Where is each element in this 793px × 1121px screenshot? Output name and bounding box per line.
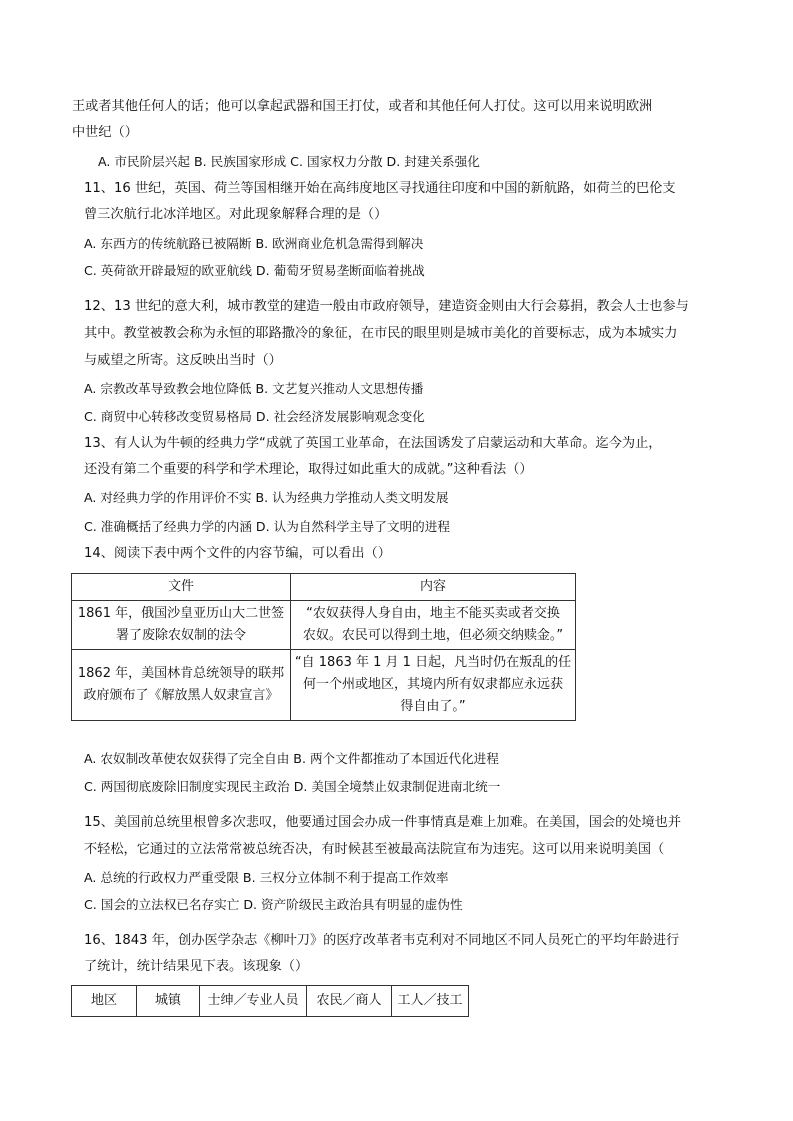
cell-line: 农奴。农民可以得到土地，但必须交纳赎金。” (302, 628, 564, 643)
q16-mortality-table (71, 985, 469, 1017)
q16-stem-line-2: 了统计，统计结果见下表。该现象（） (84, 959, 309, 974)
cell-line: 政府颁布了《解放黑人奴隶宣言》 (83, 688, 279, 703)
q10-stem-line-2: 中世纪（） (72, 125, 138, 140)
header-region: 地区 (72, 986, 137, 1017)
q13-options-cd: C. 准确概括了经典力学的内涵 D. 认为自然科学主导了文明的进程 (84, 519, 450, 534)
row-usa-content (291, 650, 576, 721)
row-russia-content (291, 601, 576, 650)
table-header-row (72, 986, 469, 1017)
cell-line: 1862 年，美国林肯总统领导的联邦 (77, 666, 285, 681)
q14-options-cd: C. 两国彻底废除旧制度实现民主政治 D. 美国全境禁止奴隶制促进南北统一 (84, 779, 501, 794)
q12-stem-line-1: 12、13 世纪的意大利，城市教堂的建造一般由市政府领导，建造资金则由大行会募捐，教会人士也参与 (84, 299, 689, 314)
table-row (72, 601, 576, 650)
row-russia-document (72, 601, 291, 650)
cell-line: 得自由了。” (400, 699, 466, 714)
q13-options-ab: A. 对经典力学的作用评价不实 B. 认为经典力学推动人类文明发展 (84, 490, 449, 505)
q13-stem-line-2: 还没有第二个重要的科学和学术理论，取得过如此重大的成就。”这种看法（） (84, 462, 533, 477)
q12-options-cd: C. 商贸中心转移改变贸易格局 D. 社会经济发展影响观念变化 (84, 409, 425, 424)
header-town: 城镇 (137, 986, 200, 1017)
q15-options-cd: C. 国会的立法权已名存实亡 D. 资产阶级民主政治具有明显的虚伪性 (84, 897, 463, 912)
cell-line: 何一个州或地区，其境内所有奴隶都应永远获 (302, 677, 563, 692)
q10-options: A. 市民阶层兴起 B. 民族国家形成 C. 国家权力分散 D. 封建关系强化 (98, 154, 480, 169)
q14-stem: 14、阅读下表中两个文件的内容节编，可以看出（） (84, 546, 391, 561)
q11-options-cd: C. 英荷欲开辟最短的欧亚航线 D. 葡萄牙贸易垄断面临着挑战 (84, 263, 425, 278)
table-header-row (72, 574, 576, 601)
cell-line: “农奴获得人身自由，地主不能买卖或者交换 (306, 606, 560, 621)
header-workers: 工人／技工 (392, 986, 469, 1017)
q16-stem-line-1: 16、1843 年，创办医学杂志《柳叶刀》的医疗改革者韦克利对不同地区不同人员死亡的平均年龄进行 (84, 933, 680, 948)
q12-options-ab: A. 宗教改革导致教会地位降低 B. 文艺复兴推动人文思想传播 (84, 381, 424, 396)
row-usa-document (72, 650, 291, 721)
q14-options-ab: A. 农奴制改革使农奴获得了完全自由 B. 两个文件都推动了本国近代化进程 (84, 751, 499, 766)
header-document: 文件 (72, 574, 291, 601)
q14-document-table (71, 573, 576, 721)
header-gentry: 士绅／专业人员 (200, 986, 307, 1017)
cell-line: 1861 年，俄国沙皇亚历山大二世签 (77, 606, 285, 621)
q13-stem-line-1: 13、有人认为牛顿的经典力学“成就了英国工业革命，在法国诱发了启蒙运动和大革命。迄今为止， (84, 436, 662, 451)
q11-stem-line-2: 曾三次航行北冰洋地区。对此现象解释合理的是（） (84, 207, 388, 222)
table-row (72, 650, 576, 721)
q15-stem-line-2: 不轻松，它通过的立法常常被总统否决，有时候甚至被最高法院宣布为违宪。这可以用来说明美国（ (84, 842, 665, 857)
q12-stem-line-3: 与威望之所寄。这反映出当时（） (84, 353, 282, 368)
q10-stem-line-1: 王或者其他任何人的话；他可以拿起武器和国王打仗，或者和其他任何人打仗。这可以用来说明欧洲 (72, 99, 653, 114)
cell-line: 署了废除农奴制的法令 (115, 628, 246, 643)
q15-stem-line-1: 15、美国前总统里根曾多次悲叹，他要通过国会办成一件事情真是难上加难。在美国，国会的处境也并 (84, 815, 682, 830)
q11-stem-line-1: 11、16 世纪，英国、荷兰等国相继开始在高纬度地区寻找通往印度和中国的新航路，如荷兰的巴伦支 (84, 181, 676, 196)
cell-line: “自 1863 年 1 月 1 日起，凡当时仍在叛乱的任 (294, 655, 572, 670)
header-farmers: 农民／商人 (307, 986, 392, 1017)
header-content: 内容 (291, 574, 576, 601)
q12-stem-line-2: 其中。教堂被教会称为永恒的耶路撒冷的象征，在市民的眼里则是城市美化的首要标志，成为本城实力 (84, 326, 678, 341)
q15-options-ab: A. 总统的行政权力严重受限 B. 三权分立体制不利于提高工作效率 (84, 870, 449, 885)
q11-options-ab: A. 东西方的传统航路已被隔断 B. 欧洲商业危机急需得到解决 (84, 236, 424, 251)
